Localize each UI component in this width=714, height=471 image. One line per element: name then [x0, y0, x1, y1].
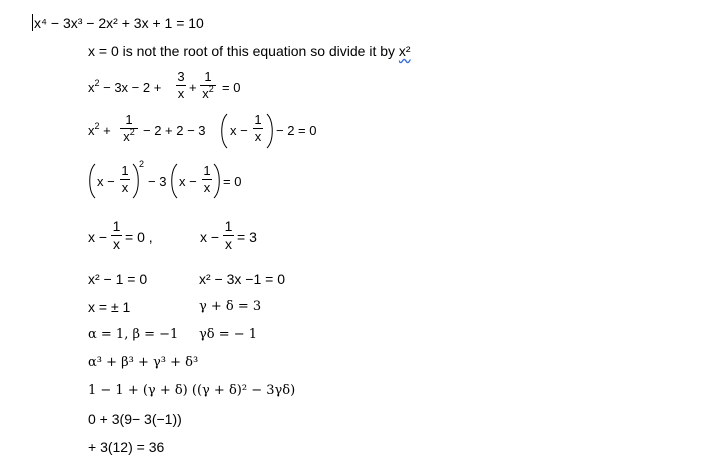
step3-frac2: 1 x	[203, 163, 211, 195]
step1-frac2: 1 $x^2$	[200, 70, 216, 101]
left-line-1: x² − 1 = 0	[88, 271, 148, 287]
step3-close-paren-2	[212, 163, 222, 199]
substitution-line: 0 + 3(9− 3(−1))	[88, 411, 182, 427]
case-a-end: = 0 ,	[125, 229, 153, 245]
note-text: x = 0 is not the root of this equation so divide it by	[88, 43, 399, 59]
right-line-3: γδ = − 1	[199, 327, 258, 342]
result-line: + 3(12) = 36	[88, 439, 165, 455]
step2-middle: − 2 + 2 − 3	[143, 123, 206, 138]
step2-inner-frac: 1 x	[254, 112, 262, 144]
step1-equals: = 0	[222, 80, 241, 95]
step1-exp: 2	[94, 78, 100, 88]
right-line-1: x² − 3x −1 = 0	[199, 271, 285, 287]
note-line	[88, 43, 411, 59]
case-b-frac: 1 x	[224, 218, 233, 252]
case-a-frac: 1 x	[112, 218, 121, 252]
step2-end: − 2 = 0	[276, 123, 317, 138]
spelling-flag: x²	[398, 43, 411, 59]
step3-square: 2	[139, 159, 145, 169]
case-a-lead: x −	[88, 229, 108, 245]
step3-inner1: x −	[97, 174, 115, 189]
left-line-2: x = ± 1	[88, 299, 131, 315]
step1-lead	[88, 80, 161, 96]
step3-inner2: x −	[179, 174, 197, 189]
step3-end: = 0	[223, 174, 242, 189]
step3-frac1: 1 x	[121, 163, 129, 195]
step1-middle: − 3x − 2 +	[99, 80, 162, 95]
case-b-lead: x −	[200, 229, 220, 245]
step3-middle: − 3	[148, 174, 167, 189]
step2-frac: 1 $x^2$	[120, 113, 138, 144]
step2-open-paren	[219, 113, 229, 149]
right-line-2: γ + δ = 3	[199, 299, 262, 314]
case-b-end: = 3	[237, 229, 257, 245]
sum-of-cubes: α³ + β³ + γ³ + δ³	[88, 355, 199, 370]
left-line-3: α = 1, β = −1	[88, 327, 179, 342]
text-cursor	[32, 14, 33, 31]
step1-frac1: 3 x	[177, 69, 185, 101]
step3-open-paren-2	[169, 163, 179, 199]
expansion-line: 1 − 1 + (γ + δ) ((γ + δ)² − 3γδ)	[88, 383, 296, 398]
step2-close-paren	[265, 113, 275, 149]
step1-x: x	[88, 80, 95, 95]
step3-open-paren-1	[87, 163, 97, 199]
step1-plus: +	[189, 80, 197, 95]
step2-lead: $x^2$ +	[88, 121, 111, 138]
equation-line: x⁴ − 3x³ − 2x² + 3x + 1 = 10	[34, 15, 204, 31]
step2-inner: x −	[230, 123, 248, 138]
